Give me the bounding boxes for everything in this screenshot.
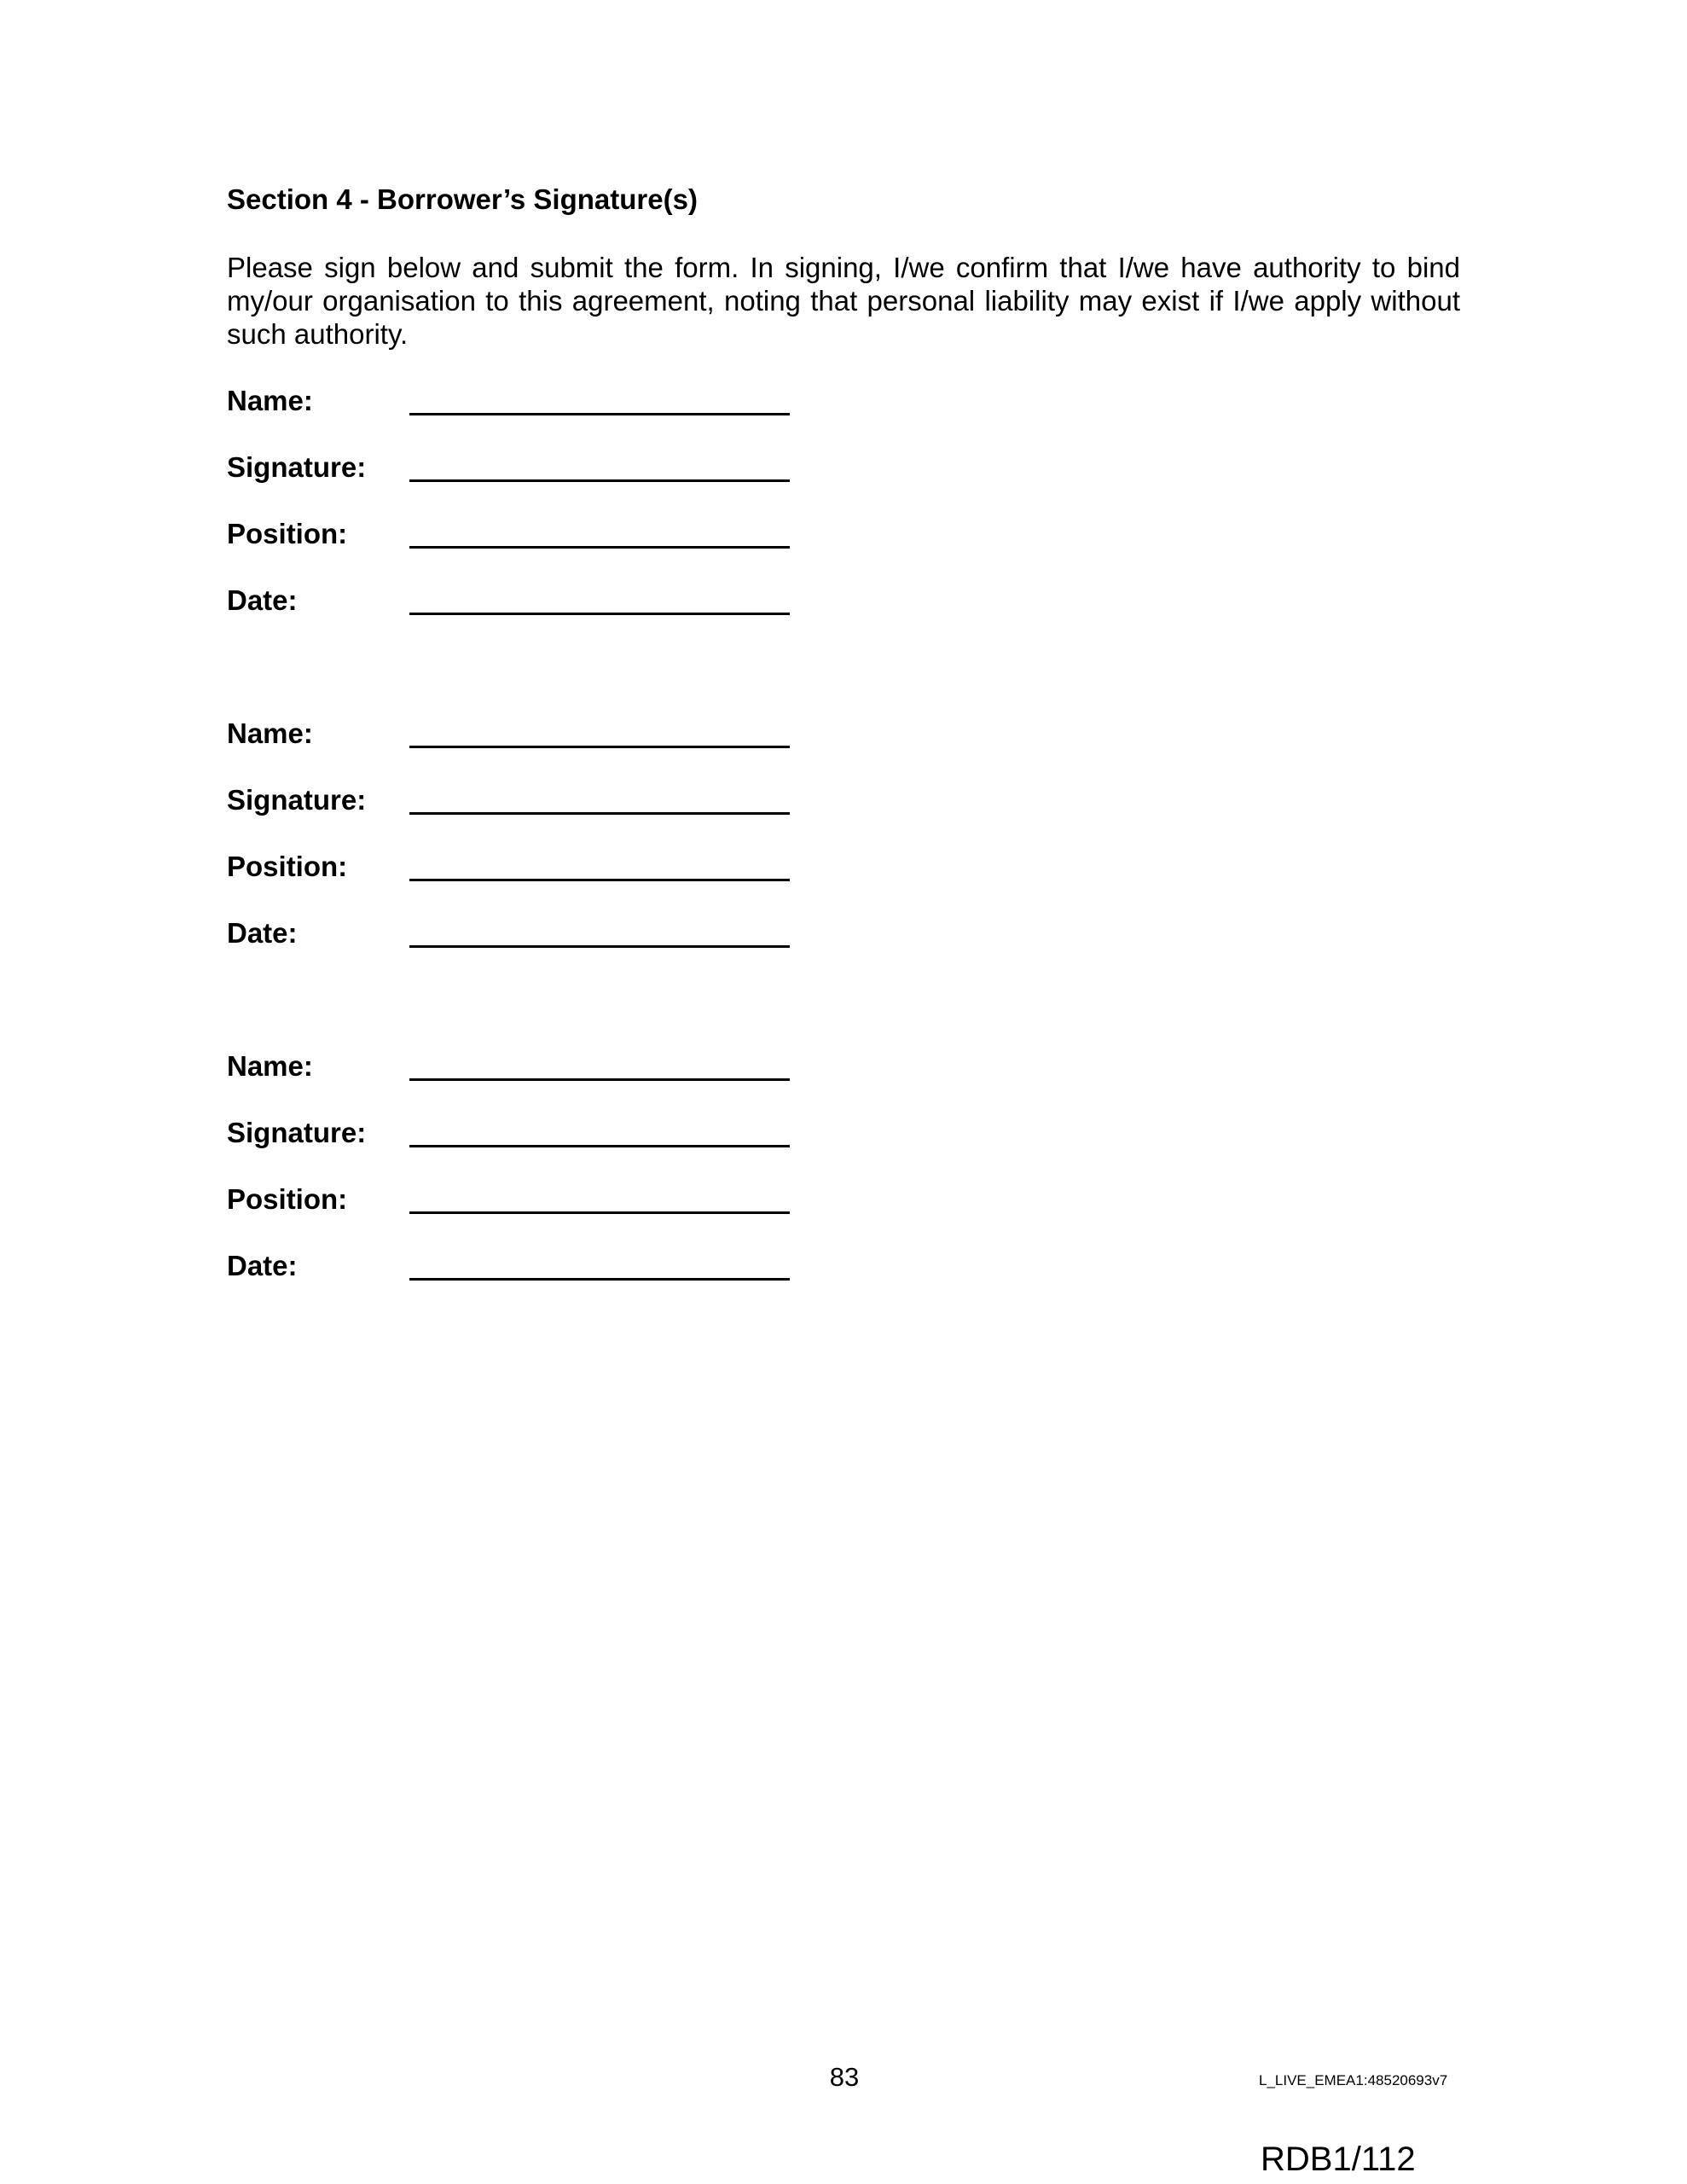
signature-label: Signature: (227, 1117, 367, 1148)
position-label: Position: (227, 518, 348, 549)
position-row (227, 845, 790, 896)
name-label: Name: (227, 1050, 313, 1082)
signature-line[interactable] (409, 812, 790, 815)
name-label: Name: (227, 385, 313, 416)
date-line[interactable] (409, 945, 790, 948)
page-number: 83 (829, 2062, 860, 2092)
intro-paragraph: Please sign below and submit the form. In signing, I/we confirm that I/we have authority to bind my/our organisation to this agreement, noting that personal liability may exist if I/we apply without such authority. (227, 252, 1460, 350)
date-label: Date: (227, 584, 298, 616)
date-row (227, 1244, 790, 1295)
position-row (227, 1177, 790, 1228)
position-label: Position: (227, 851, 348, 882)
name-row (227, 379, 790, 430)
name-label: Name: (227, 717, 313, 749)
name-line[interactable] (409, 1078, 790, 1081)
name-row (227, 1044, 790, 1095)
date-line[interactable] (409, 613, 790, 615)
position-line[interactable] (409, 546, 790, 549)
date-line[interactable] (409, 1278, 790, 1281)
date-row (227, 578, 790, 630)
signature-line[interactable] (409, 479, 790, 482)
position-row (227, 512, 790, 563)
name-row (227, 712, 790, 763)
signature-row (227, 1111, 790, 1162)
date-row (227, 911, 790, 962)
date-label: Date: (227, 1250, 298, 1281)
name-line[interactable] (409, 413, 790, 415)
rdb-reference: RDB1/112 (1261, 2140, 1416, 2178)
signature-line[interactable] (409, 1145, 790, 1147)
signature-row (227, 445, 790, 497)
signature-label: Signature: (227, 451, 367, 483)
date-label: Date: (227, 917, 298, 949)
position-line[interactable] (409, 1211, 790, 1214)
document-reference: L_LIVE_EMEA1:48520693v7 (1259, 2072, 1448, 2088)
name-line[interactable] (409, 746, 790, 748)
signature-label: Signature: (227, 784, 367, 816)
signature-row (227, 778, 790, 829)
position-label: Position: (227, 1183, 348, 1215)
position-line[interactable] (409, 879, 790, 881)
section-title: Section 4 - Borrower’s Signature(s) (227, 183, 698, 215)
